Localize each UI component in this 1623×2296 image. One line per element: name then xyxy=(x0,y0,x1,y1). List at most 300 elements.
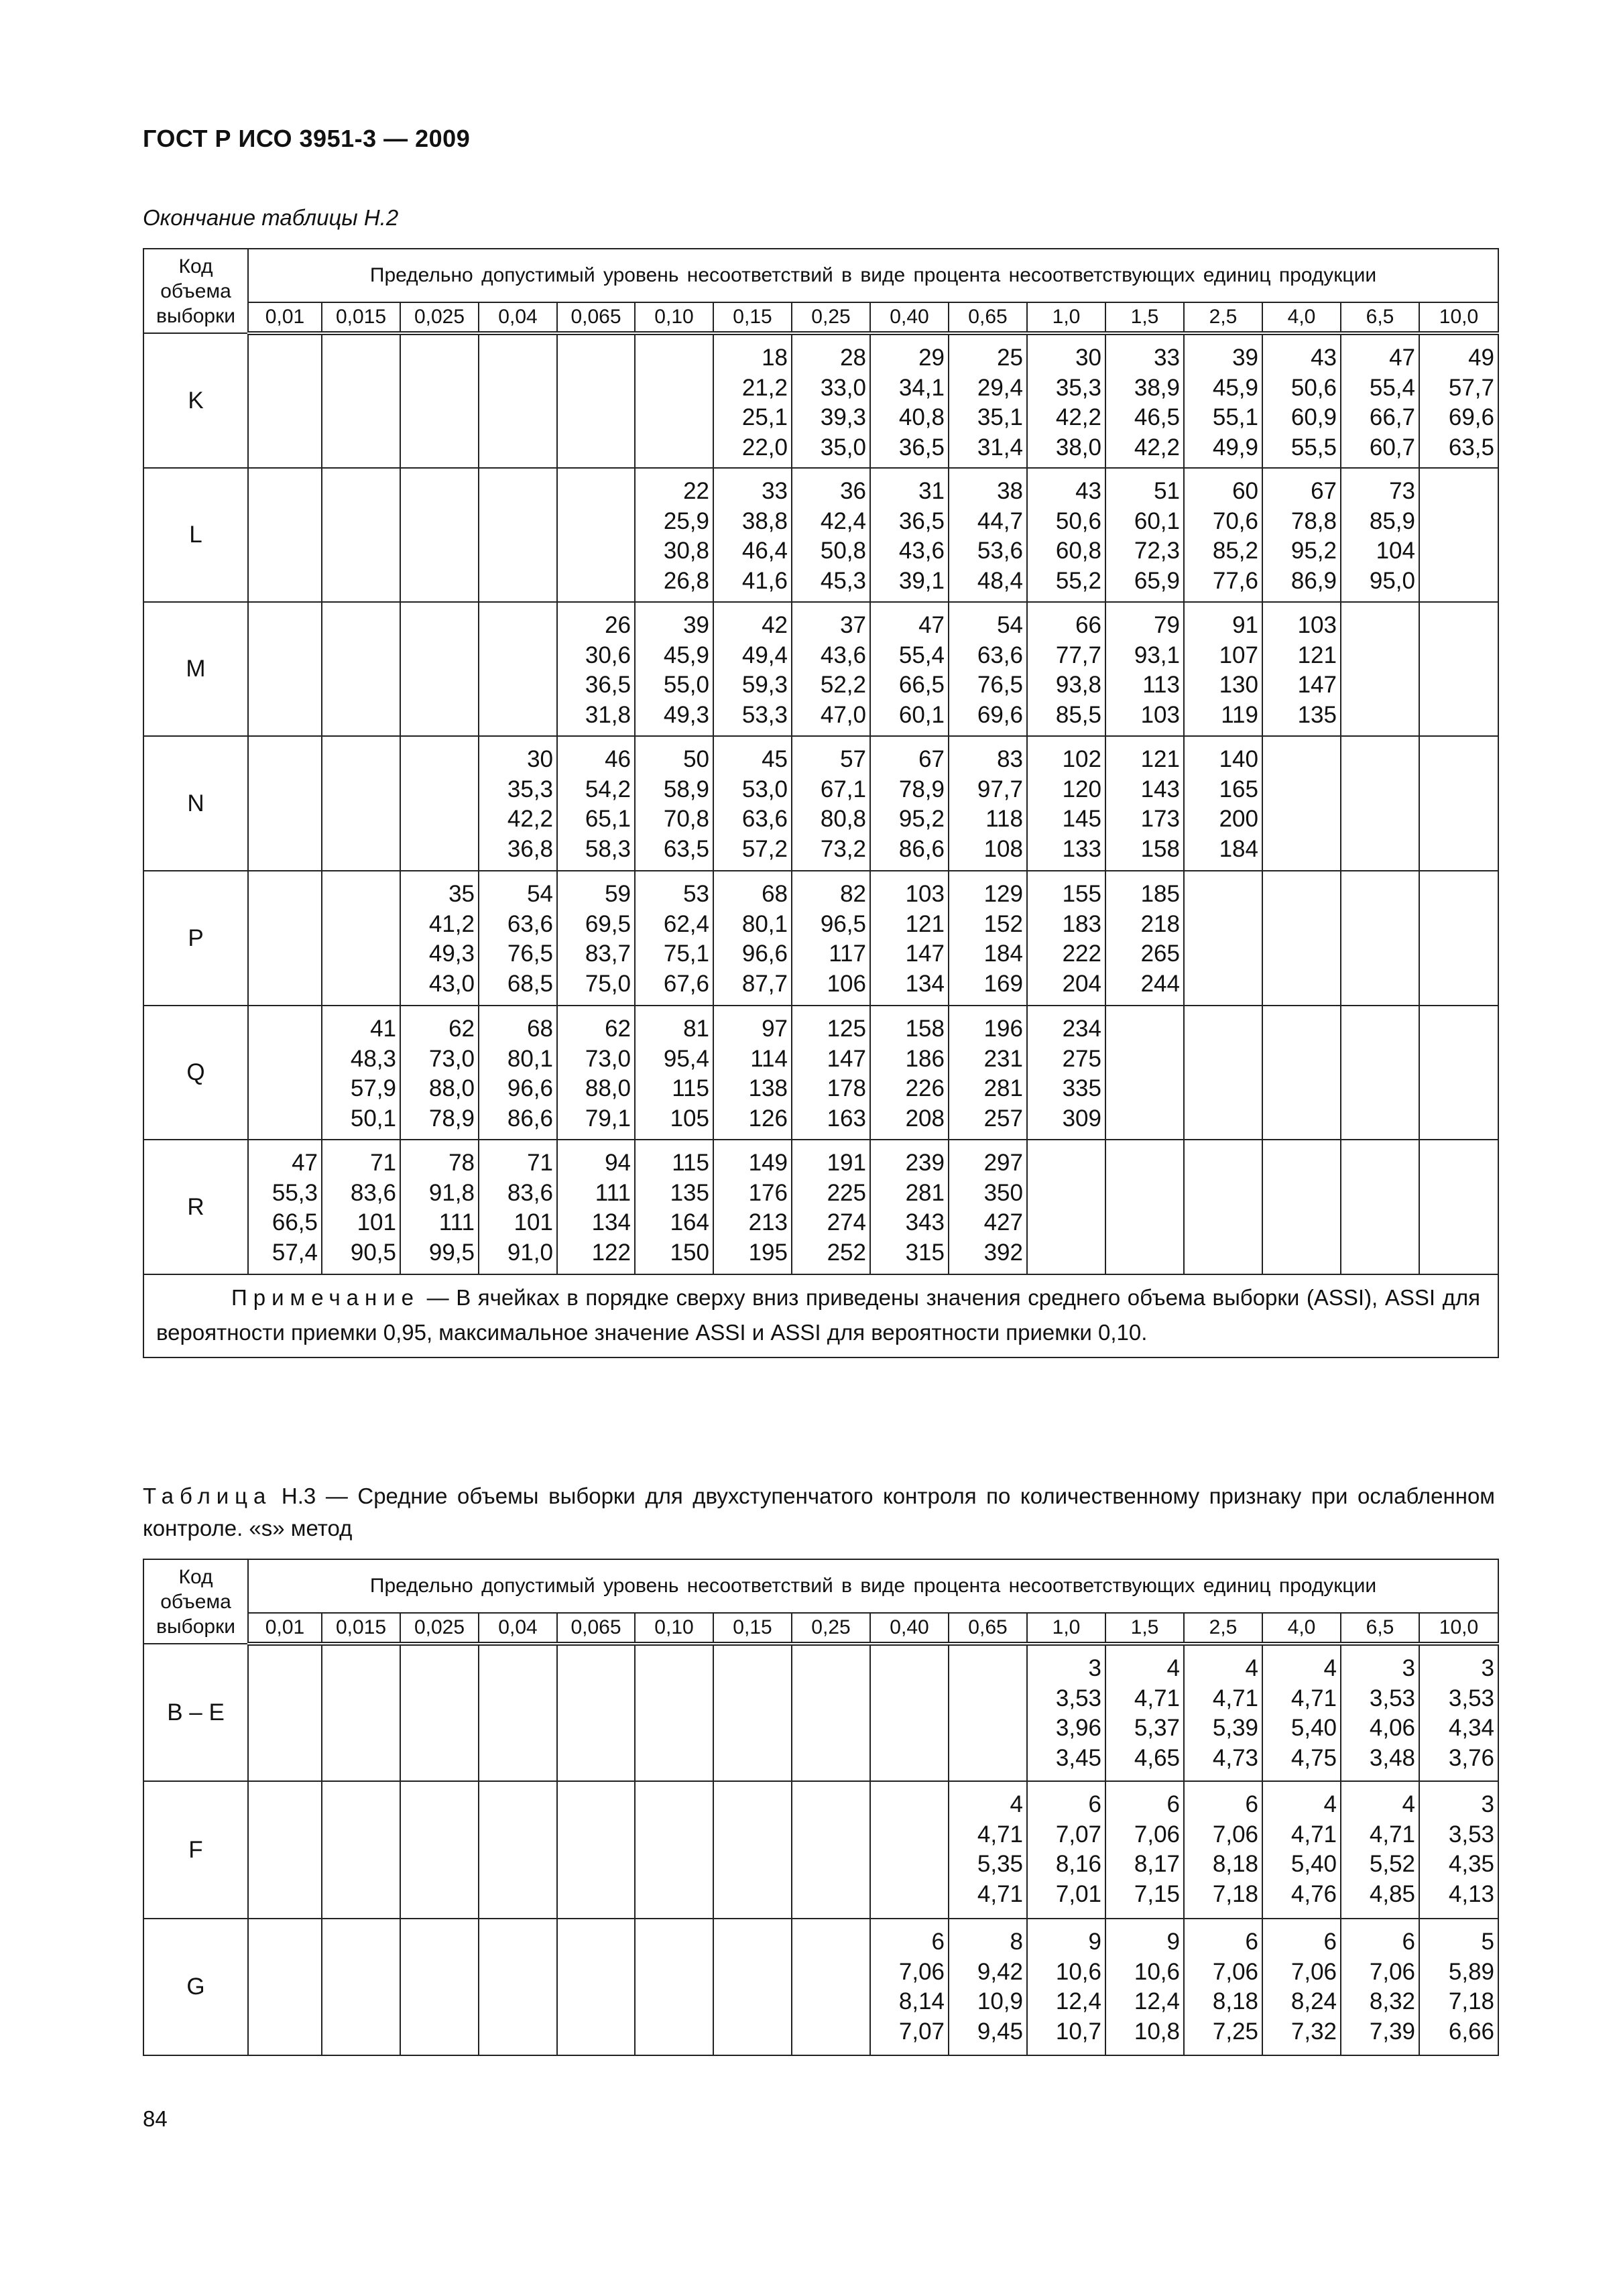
cell-value: 96,5 xyxy=(820,910,866,937)
sample-size-code: R xyxy=(143,1140,248,1274)
data-cell xyxy=(949,871,1027,1006)
cell-value: 78,8 xyxy=(1290,507,1337,534)
cell-value: 4,71 xyxy=(1134,1685,1180,1711)
cell-value: 60,7 xyxy=(1369,434,1415,461)
cell-value: 26 xyxy=(605,612,631,638)
cell-value: 68,5 xyxy=(507,970,553,997)
cell-value: 121 xyxy=(1297,642,1337,668)
cell-value: 147 xyxy=(827,1045,866,1072)
data-cell xyxy=(870,1644,949,1781)
sample-size-code: P xyxy=(143,871,248,1006)
cell-value: 7,06 xyxy=(1212,1821,1258,1848)
cell-value: 281 xyxy=(983,1075,1023,1101)
cell-value: 80,1 xyxy=(507,1045,553,1072)
cell-value: 164 xyxy=(670,1209,709,1235)
cell-value: 60,9 xyxy=(1290,404,1337,430)
cell-value: 39 xyxy=(1232,345,1258,371)
data-cell xyxy=(248,468,322,602)
level-header: 0,025 xyxy=(400,302,479,333)
data-cell xyxy=(1341,1140,1419,1274)
cell-value: 39,3 xyxy=(820,404,866,430)
cell-value: 158 xyxy=(1140,835,1180,862)
code-header-line: объема xyxy=(160,1590,231,1613)
data-cell xyxy=(1105,1006,1184,1140)
table-row xyxy=(143,333,1498,468)
data-cell xyxy=(870,333,949,468)
cell-value: 4 xyxy=(1323,1655,1337,1681)
cell-value: 6,66 xyxy=(1448,2018,1494,2045)
cell-value: 53 xyxy=(683,881,709,907)
cell-value: 67 xyxy=(1311,478,1337,504)
cell-value: 69,6 xyxy=(1448,404,1494,430)
cell-value: 83 xyxy=(997,746,1023,772)
cell-value: 257 xyxy=(983,1105,1023,1132)
cell-value: 49,3 xyxy=(428,941,475,967)
cell-value: 66,5 xyxy=(272,1209,318,1235)
sample-size-code: F xyxy=(143,1781,248,1919)
cell-value: 81 xyxy=(683,1016,709,1042)
data-cell xyxy=(713,1919,792,2055)
cell-value: 7,07 xyxy=(1055,1821,1101,1848)
data-cell xyxy=(949,1644,1027,1781)
cell-value: 57,7 xyxy=(1448,374,1494,401)
cell-value: 5,40 xyxy=(1290,1715,1337,1741)
cell-value: 43,0 xyxy=(428,970,475,997)
cell-value: 66,5 xyxy=(898,672,945,698)
cell-value: 173 xyxy=(1140,806,1180,832)
cell-value: 145 xyxy=(1062,806,1101,832)
cell-value: 62 xyxy=(448,1016,475,1042)
table-row xyxy=(143,602,1498,736)
data-cell xyxy=(1262,333,1341,468)
cell-value: 25,1 xyxy=(741,404,788,430)
cell-value: 34,1 xyxy=(898,374,945,401)
cell-value: 106 xyxy=(827,970,866,997)
data-cell xyxy=(1341,1006,1419,1140)
cell-value: 115 xyxy=(672,1150,709,1176)
data-cell xyxy=(635,602,713,736)
cell-value: 57 xyxy=(840,746,866,772)
cell-value: 335 xyxy=(1062,1075,1101,1101)
cell-value: 39,1 xyxy=(898,567,945,594)
cell-value: 73,2 xyxy=(820,835,866,862)
level-header: 0,40 xyxy=(870,302,949,333)
cell-value: 10,9 xyxy=(977,1988,1023,2014)
data-cell xyxy=(248,1781,322,1919)
data-cell xyxy=(635,1781,713,1919)
cell-value: 200 xyxy=(1219,806,1258,832)
cell-value: 85,2 xyxy=(1212,538,1258,564)
cell-value: 4 xyxy=(1010,1791,1023,1817)
cell-value: 147 xyxy=(905,941,945,967)
cell-value: 3 xyxy=(1481,1791,1494,1817)
cell-value: 67,6 xyxy=(663,970,709,997)
cell-value: 7,06 xyxy=(898,1958,945,1985)
cell-value: 130 xyxy=(1219,672,1258,698)
data-cell xyxy=(322,871,400,1006)
sample-size-code: M xyxy=(143,602,248,736)
data-cell xyxy=(322,333,400,468)
cell-value: 38,0 xyxy=(1055,434,1101,461)
cell-value: 91,0 xyxy=(507,1239,553,1266)
data-cell xyxy=(248,1644,322,1781)
cell-value: 79 xyxy=(1154,612,1180,638)
cell-value: 8,18 xyxy=(1212,1988,1258,2014)
cell-value: 10,6 xyxy=(1134,1958,1180,1985)
cell-value: 7,07 xyxy=(898,2018,945,2045)
cell-value: 101 xyxy=(357,1209,396,1235)
cell-value: 43,6 xyxy=(820,642,866,668)
data-cell xyxy=(400,736,479,871)
note-row xyxy=(143,1274,1498,1357)
cell-value: 134 xyxy=(905,970,945,997)
cell-value: 3 xyxy=(1402,1655,1415,1681)
cell-value: 95,4 xyxy=(663,1045,709,1072)
data-cell xyxy=(479,736,557,871)
cell-value: 49,3 xyxy=(663,701,709,728)
cell-value: 73,0 xyxy=(585,1045,631,1072)
header-row xyxy=(143,249,1498,302)
data-cell xyxy=(1184,1006,1262,1140)
cell-value: 111 xyxy=(438,1209,475,1235)
data-cell xyxy=(1419,333,1498,468)
cell-value: 4,35 xyxy=(1448,1851,1494,1877)
cell-value: 35 xyxy=(448,881,475,907)
table-h2 xyxy=(143,248,1499,1358)
cell-value: 77,7 xyxy=(1055,642,1101,668)
cell-value: 152 xyxy=(983,910,1023,937)
sample-size-code: B – E xyxy=(143,1644,248,1781)
cell-value: 108 xyxy=(983,835,1023,862)
cell-value: 33 xyxy=(1154,345,1180,371)
data-cell xyxy=(1184,1919,1262,2055)
cell-value: 4,85 xyxy=(1369,1880,1415,1907)
cell-value: 90,5 xyxy=(350,1239,396,1266)
sample-size-code: K xyxy=(143,333,248,468)
cell-value: 58,3 xyxy=(585,835,631,862)
data-cell xyxy=(792,333,870,468)
cell-value: 50 xyxy=(683,746,709,772)
level-header: 0,15 xyxy=(713,1613,792,1644)
data-cell xyxy=(557,333,635,468)
data-cell xyxy=(870,602,949,736)
cell-value: 41,6 xyxy=(741,567,788,594)
level-header: 0,04 xyxy=(479,302,557,333)
data-cell xyxy=(1184,736,1262,871)
cell-value: 31,4 xyxy=(977,434,1023,461)
cell-value: 7,15 xyxy=(1134,1880,1180,1907)
data-cell xyxy=(1419,1006,1498,1140)
cell-value: 68 xyxy=(527,1016,553,1042)
cell-value: 94 xyxy=(605,1150,631,1176)
cell-value: 169 xyxy=(983,970,1023,997)
level-header: 1,0 xyxy=(1027,302,1105,333)
cell-value: 140 xyxy=(1219,746,1258,772)
cell-value: 36 xyxy=(840,478,866,504)
cell-value: 97 xyxy=(762,1016,788,1042)
data-cell xyxy=(870,1781,949,1919)
cell-value: 44,7 xyxy=(977,507,1023,534)
cell-value: 8 xyxy=(1010,1929,1023,1955)
data-cell xyxy=(322,468,400,602)
cell-value: 57,4 xyxy=(272,1239,318,1266)
data-cell xyxy=(479,602,557,736)
data-cell xyxy=(479,1140,557,1274)
data-cell xyxy=(635,871,713,1006)
data-cell xyxy=(322,1919,400,2055)
cell-value: 4,71 xyxy=(1290,1821,1337,1848)
note-text: — В ячейках в порядке сверху вниз приведены значения среднего объема выборки (ASSI), ASSI для вероятности приемки 0,95, максимальное значение ASSI и ASSI для вероятности приемки 0,10. xyxy=(156,1285,1480,1345)
level-header: 0,065 xyxy=(557,1613,635,1644)
level-header: 0,01 xyxy=(248,1613,322,1644)
cell-value: 350 xyxy=(983,1179,1023,1206)
cell-value: 86,6 xyxy=(898,835,945,862)
cell-value: 297 xyxy=(983,1150,1023,1176)
data-cell xyxy=(713,602,792,736)
data-cell xyxy=(1184,333,1262,468)
cell-value: 119 xyxy=(1221,701,1258,728)
cell-value: 5,52 xyxy=(1369,1851,1415,1877)
data-cell xyxy=(949,736,1027,871)
cell-value: 309 xyxy=(1062,1105,1101,1132)
data-cell xyxy=(322,1644,400,1781)
cell-value: 71 xyxy=(370,1150,396,1176)
cell-value: 45,9 xyxy=(663,642,709,668)
cell-value: 3,53 xyxy=(1448,1685,1494,1711)
cell-value: 5,37 xyxy=(1134,1715,1180,1741)
cell-value: 45,3 xyxy=(820,567,866,594)
data-cell xyxy=(792,1140,870,1274)
cell-value: 107 xyxy=(1219,642,1258,668)
cell-value: 83,6 xyxy=(350,1179,396,1206)
data-cell xyxy=(248,1919,322,2055)
cell-value: 191 xyxy=(827,1150,866,1176)
cell-value: 50,6 xyxy=(1055,507,1101,534)
cell-value: 42,4 xyxy=(820,507,866,534)
cell-value: 78 xyxy=(448,1150,475,1176)
cell-value: 70,6 xyxy=(1212,507,1258,534)
cell-value: 73,0 xyxy=(428,1045,475,1072)
data-cell xyxy=(1262,1140,1341,1274)
cell-value: 36,8 xyxy=(507,835,553,862)
data-cell xyxy=(870,1919,949,2055)
level-header: 10,0 xyxy=(1419,302,1498,333)
level-header: 4,0 xyxy=(1262,1613,1341,1644)
cell-value: 91,8 xyxy=(428,1179,475,1206)
data-cell xyxy=(792,1644,870,1781)
data-cell xyxy=(1184,468,1262,602)
data-cell xyxy=(1027,468,1105,602)
cell-value: 67,1 xyxy=(820,776,866,802)
cell-value: 7,01 xyxy=(1055,1880,1101,1907)
cell-value: 46 xyxy=(605,746,631,772)
data-cell xyxy=(713,1781,792,1919)
level-header: 6,5 xyxy=(1341,1613,1419,1644)
data-cell xyxy=(1341,1781,1419,1919)
cell-value: 47 xyxy=(292,1150,318,1176)
data-cell xyxy=(1419,1140,1498,1274)
level-header: 2,5 xyxy=(1184,302,1262,333)
cell-value: 78,9 xyxy=(428,1105,475,1132)
cell-value: 29 xyxy=(918,345,945,371)
data-cell xyxy=(635,1644,713,1781)
cell-value: 46,5 xyxy=(1134,404,1180,430)
cell-value: 79,1 xyxy=(585,1105,631,1132)
cell-value: 38,9 xyxy=(1134,374,1180,401)
data-cell xyxy=(870,1140,949,1274)
cell-value: 114 xyxy=(750,1045,788,1072)
cell-value: 3,76 xyxy=(1448,1744,1494,1771)
cell-value: 147 xyxy=(1297,672,1337,698)
levels-row xyxy=(143,1613,1498,1644)
cell-value: 125 xyxy=(827,1016,866,1042)
cell-value: 115 xyxy=(672,1075,709,1101)
data-cell xyxy=(479,1781,557,1919)
cell-value: 133 xyxy=(1062,835,1101,862)
data-cell xyxy=(949,1006,1027,1140)
data-cell xyxy=(949,468,1027,602)
data-cell xyxy=(949,1781,1027,1919)
cell-value: 38,8 xyxy=(741,507,788,534)
cell-value: 36,5 xyxy=(898,507,945,534)
cell-value: 12,4 xyxy=(1134,1988,1180,2014)
cell-value: 135 xyxy=(670,1179,709,1206)
cell-value: 213 xyxy=(748,1209,788,1235)
data-cell xyxy=(1341,333,1419,468)
cell-value: 392 xyxy=(983,1239,1023,1266)
cell-value: 4,71 xyxy=(1369,1821,1415,1848)
cell-value: 3,96 xyxy=(1055,1715,1101,1741)
cell-value: 63,6 xyxy=(741,806,788,832)
data-cell xyxy=(1419,736,1498,871)
cell-value: 53,3 xyxy=(741,701,788,728)
data-cell xyxy=(248,1140,322,1274)
cell-value: 149 xyxy=(748,1150,788,1176)
cell-value: 3,48 xyxy=(1369,1744,1415,1771)
table-row xyxy=(143,736,1498,871)
cell-value: 150 xyxy=(670,1239,709,1266)
cell-value: 121 xyxy=(905,910,945,937)
level-header: 0,065 xyxy=(557,302,635,333)
data-cell xyxy=(635,333,713,468)
data-cell xyxy=(949,333,1027,468)
cell-value: 3 xyxy=(1088,1655,1101,1681)
code-header-line: объема xyxy=(160,280,231,302)
table-row xyxy=(143,1919,1498,2055)
cell-value: 196 xyxy=(983,1016,1023,1042)
cell-value: 134 xyxy=(591,1209,631,1235)
cell-value: 234 xyxy=(1062,1016,1101,1042)
cell-value: 75,1 xyxy=(663,941,709,967)
code-header-line: выборки xyxy=(156,304,235,327)
cell-value: 55,0 xyxy=(663,672,709,698)
table-row xyxy=(143,1644,1498,1781)
cell-value: 178 xyxy=(827,1075,866,1101)
data-cell xyxy=(557,871,635,1006)
cell-value: 83,7 xyxy=(585,941,631,967)
cell-value: 37 xyxy=(840,612,866,638)
data-cell xyxy=(1341,468,1419,602)
sample-size-code: N xyxy=(143,736,248,871)
data-cell xyxy=(1262,602,1341,736)
cell-value: 239 xyxy=(905,1150,945,1176)
cell-value: 63,5 xyxy=(1448,434,1494,461)
note-label: Примечание xyxy=(231,1285,420,1310)
data-cell xyxy=(792,602,870,736)
cell-value: 4,73 xyxy=(1212,1744,1258,1771)
cell-value: 281 xyxy=(905,1179,945,1206)
cell-value: 6 xyxy=(1245,1791,1258,1817)
cell-value: 67 xyxy=(918,746,945,772)
cell-value: 52,2 xyxy=(820,672,866,698)
data-cell xyxy=(479,1919,557,2055)
cell-value: 343 xyxy=(905,1209,945,1235)
cell-value: 31 xyxy=(918,478,945,504)
data-cell xyxy=(1027,1006,1105,1140)
data-cell xyxy=(1105,1140,1184,1274)
table-row xyxy=(143,468,1498,602)
cell-value: 3,53 xyxy=(1055,1685,1101,1711)
cell-value: 126 xyxy=(748,1105,788,1132)
level-header: 0,10 xyxy=(635,302,713,333)
data-cell xyxy=(1341,1644,1419,1781)
cell-value: 25 xyxy=(997,345,1023,371)
level-header: 0,025 xyxy=(400,1613,479,1644)
data-cell xyxy=(870,736,949,871)
data-cell xyxy=(1105,333,1184,468)
data-cell xyxy=(1184,1140,1262,1274)
cell-value: 3,53 xyxy=(1369,1685,1415,1711)
data-cell xyxy=(400,1781,479,1919)
data-cell xyxy=(1105,736,1184,871)
cell-value: 135 xyxy=(1297,701,1337,728)
cell-value: 275 xyxy=(1062,1045,1101,1072)
cell-value: 62,4 xyxy=(663,910,709,937)
cell-value: 204 xyxy=(1062,970,1101,997)
cell-value: 77,6 xyxy=(1212,567,1258,594)
cell-value: 41 xyxy=(370,1016,396,1042)
cell-value: 195 xyxy=(748,1239,788,1266)
cell-value: 4,71 xyxy=(1212,1685,1258,1711)
code-header-line: выборки xyxy=(156,1615,235,1638)
cell-value: 63,6 xyxy=(977,642,1023,668)
data-cell xyxy=(400,602,479,736)
table-title-header: Предельно допустимый уровень несоответствий в виде процента несоответствующих единиц продукции xyxy=(248,1559,1498,1613)
cell-value: 53,0 xyxy=(741,776,788,802)
data-cell xyxy=(713,1140,792,1274)
cell-value: 5,39 xyxy=(1212,1715,1258,1741)
data-cell xyxy=(1105,1919,1184,2055)
cell-value: 3,45 xyxy=(1055,1744,1101,1771)
cell-value: 69,5 xyxy=(585,910,631,937)
cell-value: 117 xyxy=(829,941,866,967)
cell-value: 50,1 xyxy=(350,1105,396,1132)
data-cell xyxy=(713,468,792,602)
cell-value: 93,8 xyxy=(1055,672,1101,698)
data-cell xyxy=(1262,1644,1341,1781)
level-header: 6,5 xyxy=(1341,302,1419,333)
cell-value: 7,18 xyxy=(1212,1880,1258,1907)
data-cell xyxy=(1105,602,1184,736)
cell-value: 163 xyxy=(827,1105,866,1132)
code-header xyxy=(143,1559,248,1644)
cell-value: 30 xyxy=(527,746,553,772)
cell-value: 102 xyxy=(1062,746,1101,772)
cell-value: 8,24 xyxy=(1290,1988,1337,2014)
cell-value: 49 xyxy=(1468,345,1494,371)
level-header: 10,0 xyxy=(1419,1613,1498,1644)
cell-value: 63,5 xyxy=(663,835,709,862)
